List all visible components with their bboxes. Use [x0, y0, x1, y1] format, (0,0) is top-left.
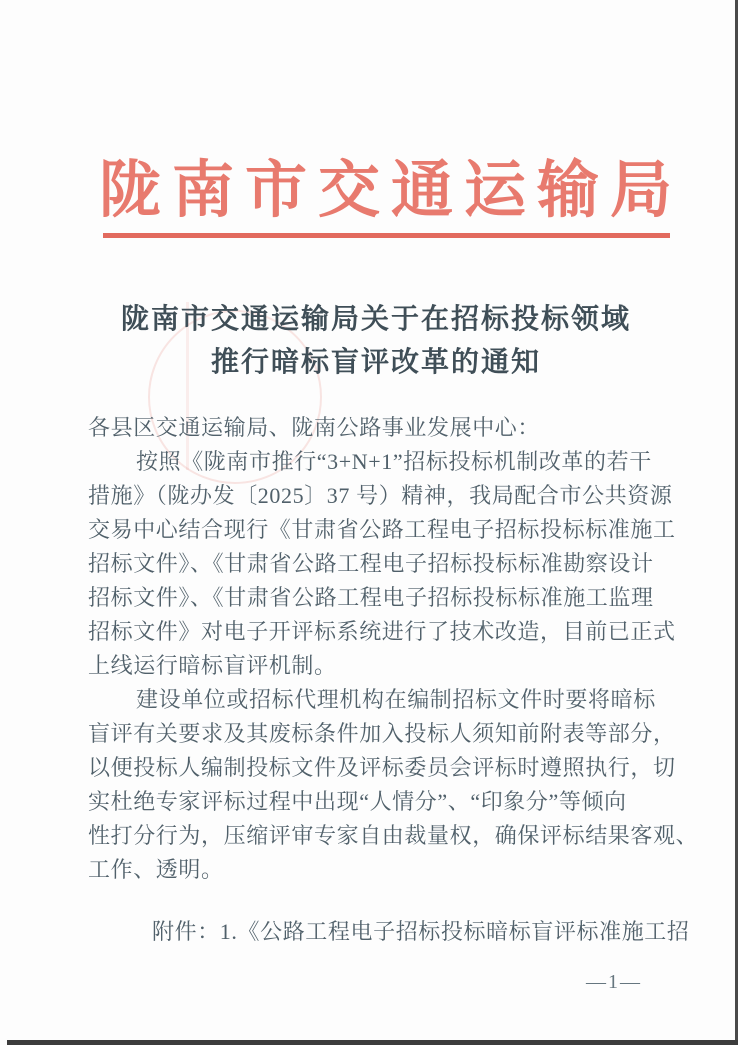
body-line: 性打分行为，压缩评审专家自由裁量权，确保评标结果客观、	[88, 823, 699, 848]
body-line: 建设单位或招标代理机构在编制招标文件时要将暗标	[136, 687, 656, 712]
body-line: 各县区交通运输局、陇南公路事业发展中心：	[88, 415, 541, 440]
body-lines	[88, 411, 699, 949]
body-line: 措施》（陇办发〔2025〕37 号）精神，我局配合市公共资源	[88, 483, 673, 508]
masthead-org-name: 陇南市交通运输局	[98, 157, 683, 225]
document-title-line2: 推行暗标盲评改革的通知	[210, 347, 541, 378]
body-line: 以便投标人编制投标文件及评标委员会评标时遵照执行，切	[88, 755, 676, 780]
document-title	[7, 298, 738, 384]
body-line: 招标文件》、《甘肃省公路工程电子招标投标标准施工监理	[88, 585, 654, 610]
body-line	[88, 887, 668, 915]
body-line: 实杜绝专家评标过程中出现“人情分”、“印象分”等倾向	[88, 789, 627, 814]
body-line: 盲评有关要求及其废标条件加入投标人须知前附表等部分，	[88, 721, 676, 746]
masthead-red-rule	[103, 233, 670, 238]
body-line: 按照《陇南市推行“3+N+1”招标投标机制改革的若干	[136, 449, 652, 474]
body-line: 上线运行暗标盲评机制。	[88, 653, 337, 678]
scan-edge-bottom	[7, 1040, 738, 1045]
body-line: 交易中心结合现行《甘肃省公路工程电子招标投标标准施工	[88, 517, 676, 542]
body-line: 招标文件》、《甘肃省公路工程电子招标投标标准勘察设计	[88, 551, 654, 576]
body-line: 工作、透明。	[88, 857, 224, 882]
page-number: —1—	[586, 971, 642, 993]
body-line: 附件：1.《公路工程电子招标投标暗标盲评标准施工招	[152, 919, 690, 944]
document-title-line1: 陇南市交通运输局关于在招标投标领域	[120, 304, 631, 335]
body-line: 招标文件》对电子开评标系统进行了技术改造，目前已正式	[88, 619, 676, 644]
